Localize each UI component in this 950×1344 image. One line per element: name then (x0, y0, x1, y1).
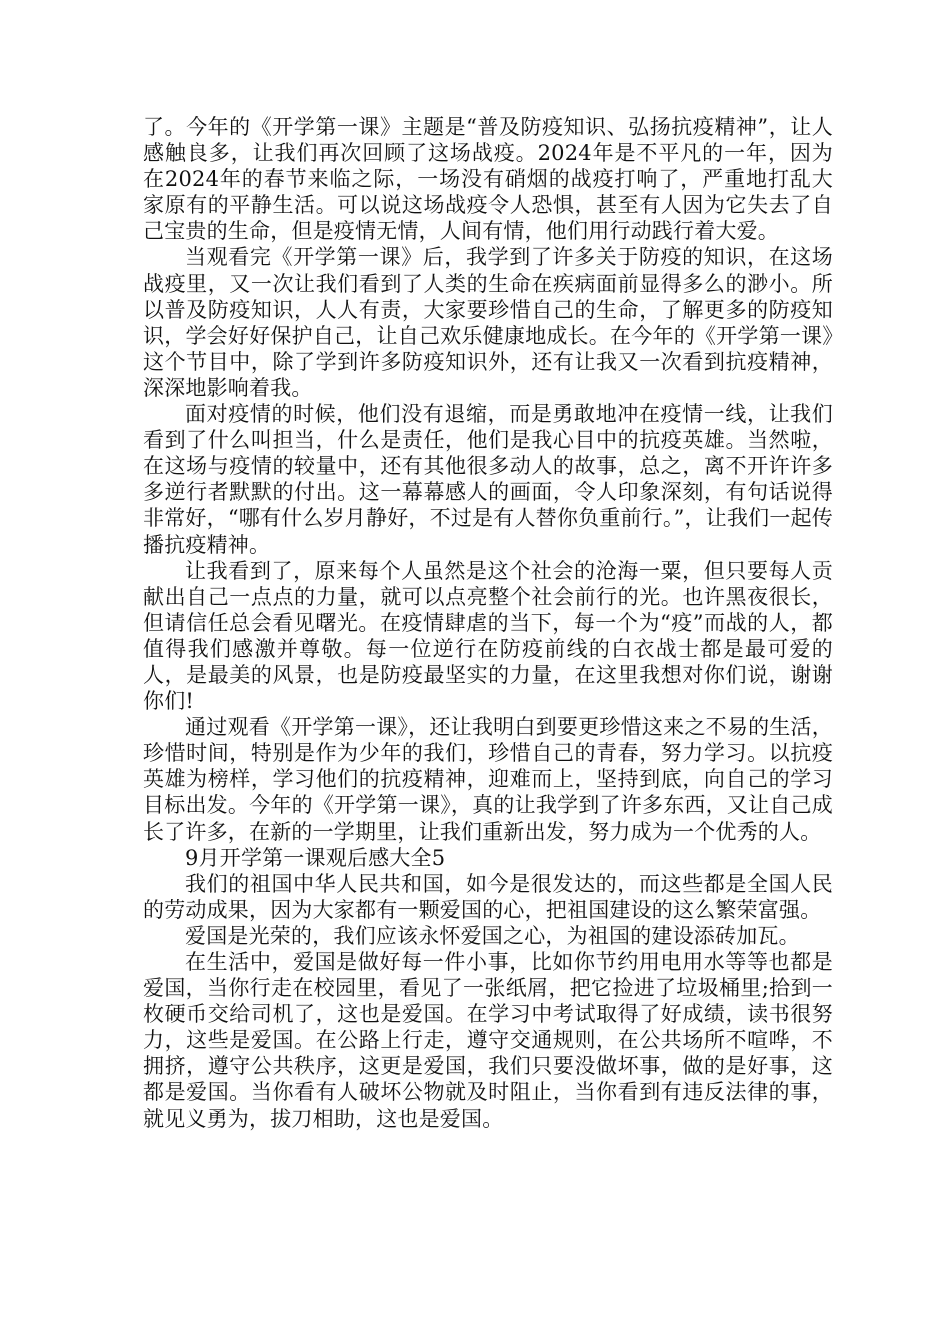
section-heading: 9月开学第一课观后感大全5 (185, 845, 446, 870)
paragraph: 在生活中，爱国是做好每一件小事，比如你节约用电用水等等也都是爱国，当你行走在校园里，看见了一张纸屑，把它捡进了垃圾桶里;拾到一枚硬币交给司机了，这也是爱国。在学习中考试取得了好成绩，读书很努力，这些是爱国。在公路上行走，遵守交通规则，在公共场所不喧哗，不拥挤，遵守公共秩序，这更是爱国，我们只要没做坏事，做的是好事，这都是爱国。当你看有人破坏公物就及时阻止，当你看到有违反法律的事，就见义勇为，拔刀相助，这也是爱国。 (143, 950, 833, 1131)
paragraph: 让我看到了，原来每个人虽然是这个社会的沧海一粟，但只要每人贡献出自己一点点的力量，就可以点亮整个社会前行的光。也许黑夜很长，但请信任总会看见曙光。在疫情肆虐的当下，每一个为“疫”而战的人，都值得我们感激并尊敬。每一位逆行在防疫前线的白衣战士都是最可爱的人，是最美的风景，也是防疫最坚实的力量，在这里我想对你们说，谢谢你们! (143, 558, 833, 714)
paragraph: 了。今年的《开学第一课》主题是“普及防疫知识、弘扬抗疫精神”，让人感触良多，让我们再次回顾了这场战疫。2024年是不平凡的一年，因为在2024年的春节来临之际，一场没有硝烟的战疫打响了，严重地打乱大家原有的平静生活。可以说这场战疫令人恐惧，甚至有人因为它失去了自己宝贵的生命，但是疫情无情，人间有情，他们用行动践行着大爱。 (143, 115, 833, 244)
paragraph: 面对疫情的时候，他们没有退缩，而是勇敢地冲在疫情一线，让我们看到了什么叫担当，什么是责任，他们是我心目中的抗疫英雄。当然啦，在这场与疫情的较量中，还有其他很多动人的故事，总之，离不开许许多多逆行者默默的付出。这一幕幕感人的画面，令人印象深刻，有句话说得非常好，“哪有什么岁月静好，不过是有人替你负重前行。”，让我们一起传播抗疫精神。 (143, 402, 833, 557)
paragraph: 我们的祖国中华人民共和国，如今是很发达的，而这些都是全国人民的劳动成果，因为大家都有一颗爱国的心，把祖国建设的这么繁荣富强。 (143, 871, 833, 922)
document-body (143, 114, 833, 1132)
paragraph: 当观看完《开学第一课》后，我学到了许多关于防疫的知识，在这场战疫里，又一次让我们看到了人类的生命在疾病面前显得多么的渺小。所以普及防疫知识，人人有责，大家要珍惜自己的生命，了解更多的防疫知识，学会好好保护自己，让自己欢乐健康地成长。在今年的《开学第一课》这个节目中，除了学到许多防疫知识外，还有让我又一次看到抗疫精神，深深地影响着我。 (143, 245, 833, 400)
paragraph: 爱国是光荣的，我们应该永怀爱国之心，为祖国的建设添砖加瓦。 (185, 923, 800, 948)
paragraph: 通过观看《开学第一课》，还让我明白到要更珍惜这来之不易的生活，珍惜时间，特别是作为少年的我们，珍惜自己的青春，努力学习。以抗疫英雄为榜样，学习他们的抗疫精神，迎难而上，坚持到底，向自己的学习目标出发。今年的《开学第一课》，真的让我学到了许多东西，又让自己成长了许多，在新的一学期里，让我们重新出发，努力成为一个优秀的人。 (143, 715, 833, 844)
